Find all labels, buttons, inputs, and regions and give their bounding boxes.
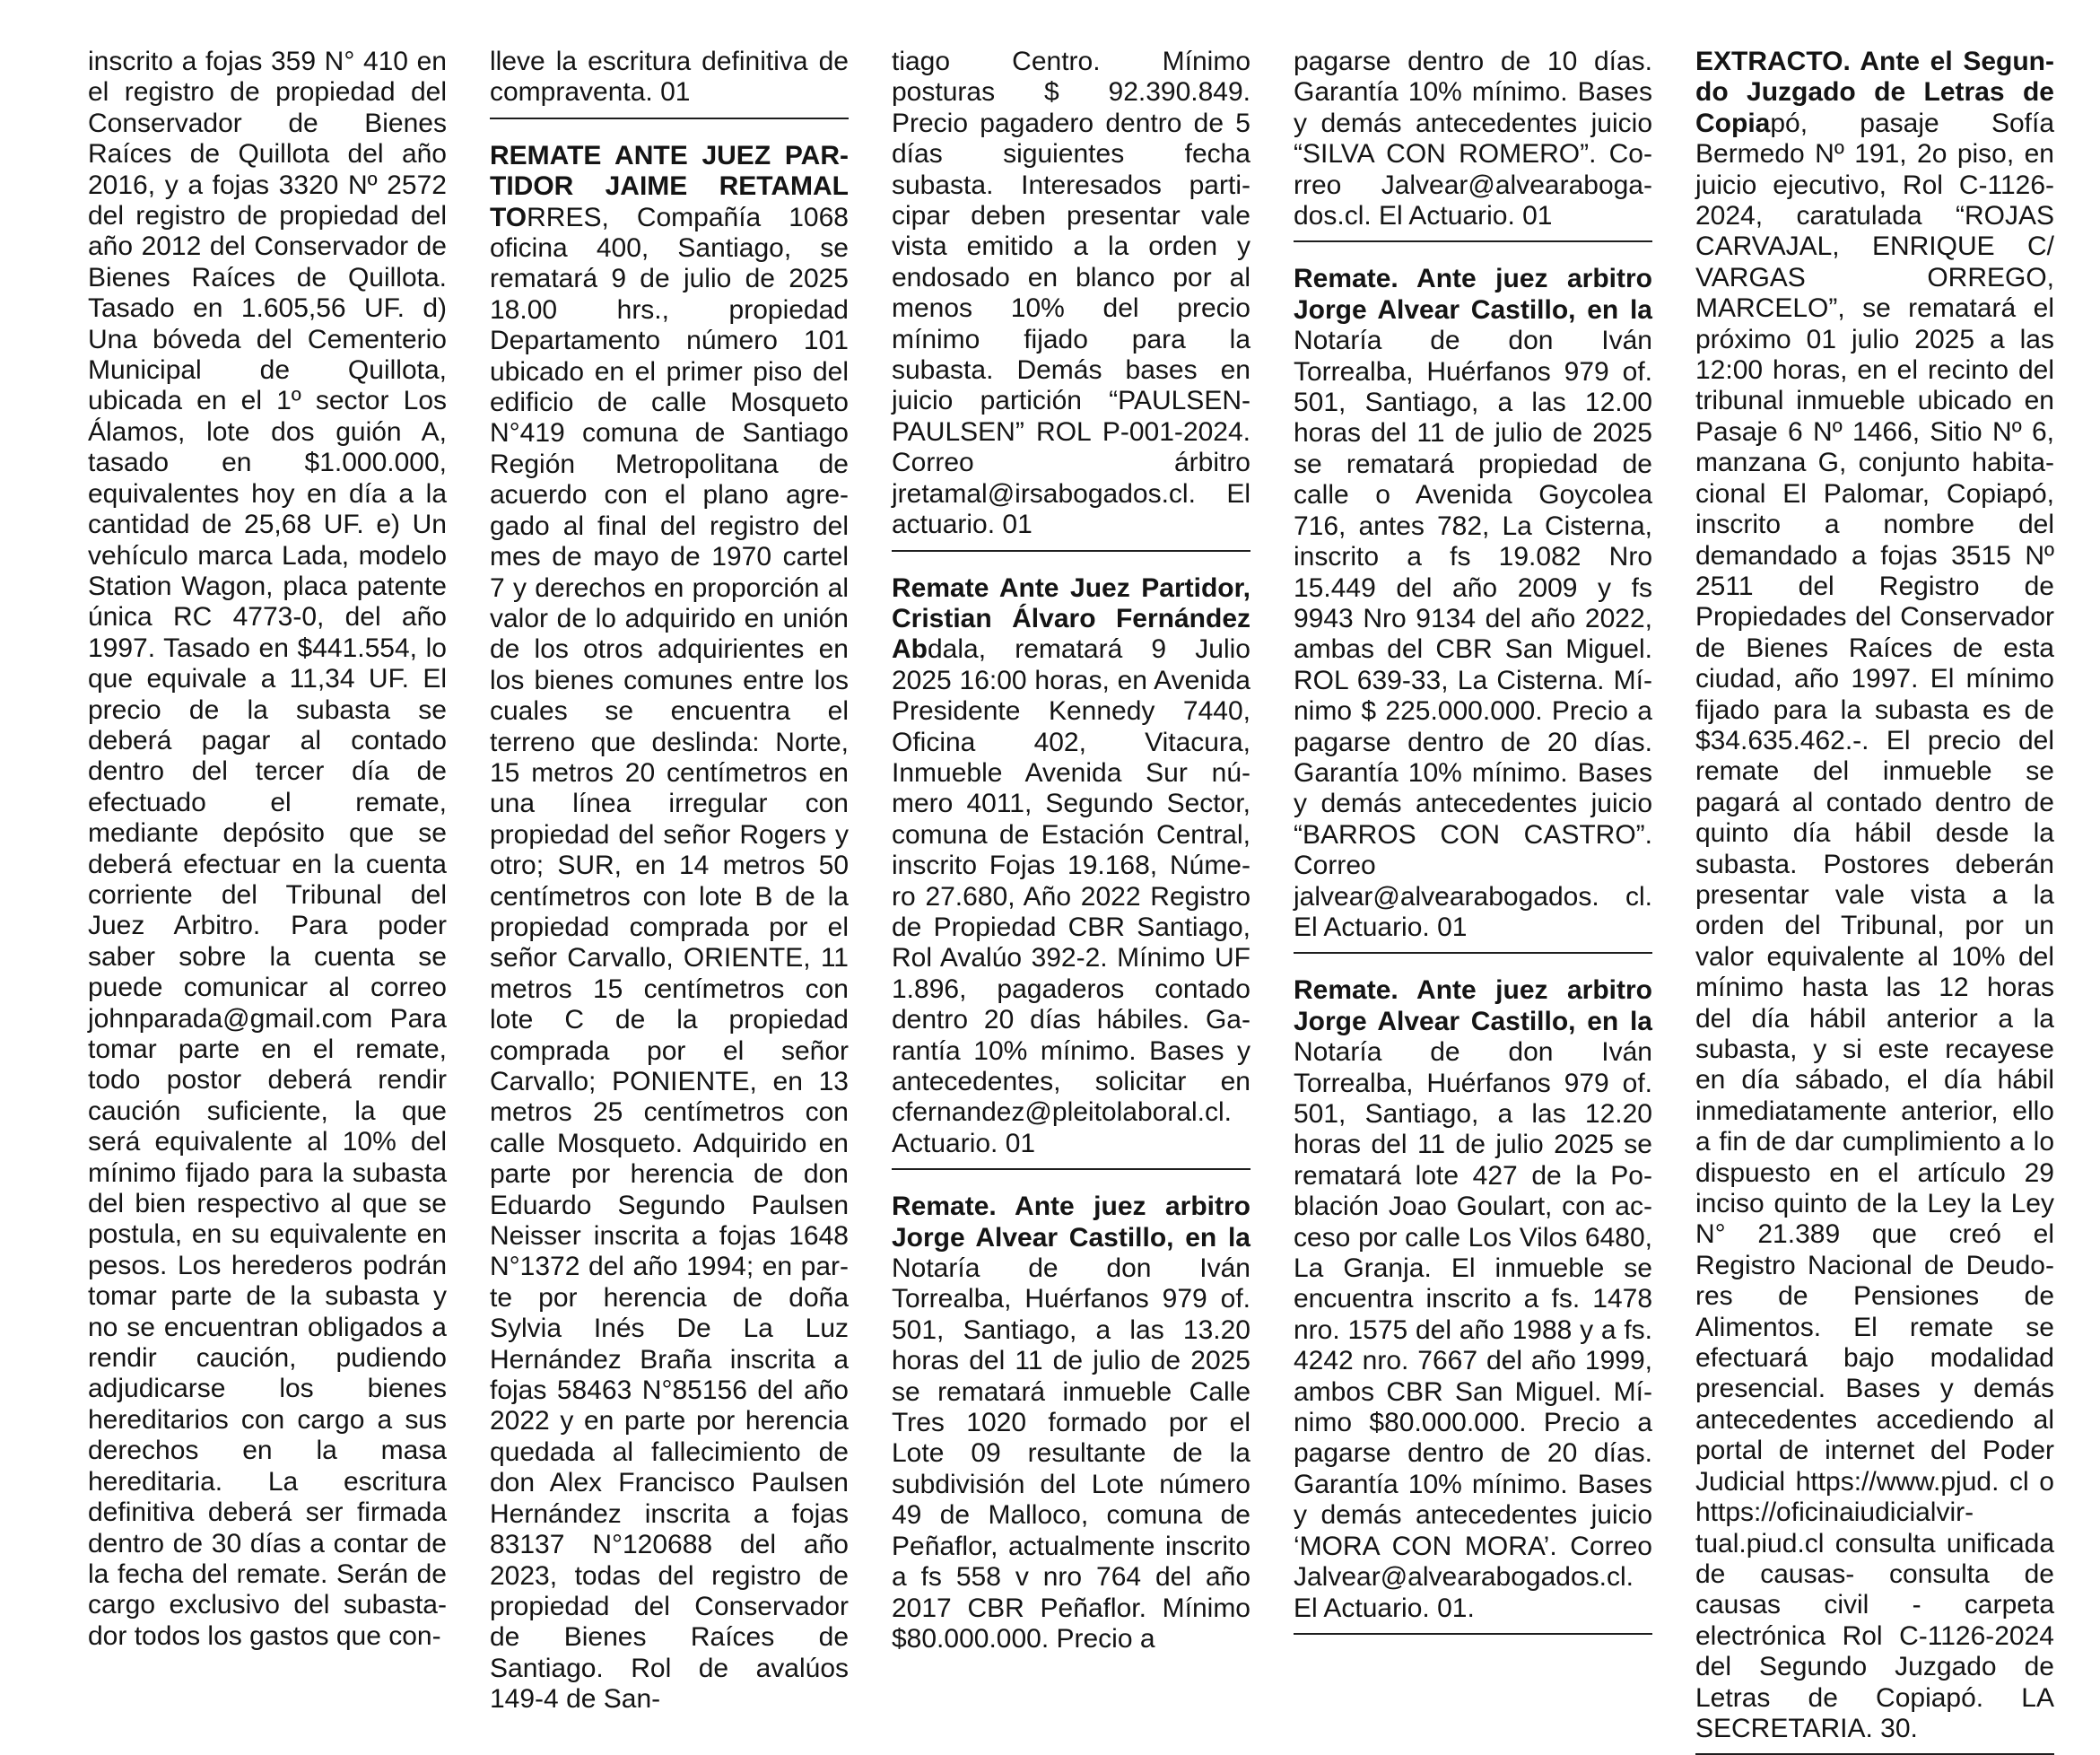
notice-divider <box>1294 1633 1652 1635</box>
notice-heading: Remate. Ante juez arbitro Jorge Alvear Castillo, en la <box>892 1192 1250 1253</box>
notice-body: Notaría de don Iván Torrealba, Huérfanos 979 of. 501, Santiago, a las 12.20 horas del 11 de julio 2025 se rematará lote 427 de la Población Joao Goulart, con acceso por calle Los Vilos 6480, La Granja. El inmueble se encuentra inscrito a fs. 1478 nro. 1575 del año 1988 y a fs. 4242 nro. 7667 del año 1999, ambos CBR San Miguel. Mínimo $80.000.000. Precio a pagarse dentro de 20 días. Garantía 10% mínimo. Bases y demás antecedentes juicio ‘MORA CON MORA’. Correo Jalvear@alvearabogados.cl. El Actuario. 01. <box>1294 1037 1652 1623</box>
notice-heading: REMATE ANTE JUEZ PARTIDOR JAIME RETAMAL TO <box>490 140 849 232</box>
notice-continued-3 <box>892 47 1250 541</box>
column-5 <box>1695 47 2054 1755</box>
notice-remate-retamal <box>490 141 849 1716</box>
notice-remate-alvear-malloco <box>892 1192 1250 1655</box>
notice-heading: EXTRACTO. Ante el Segundo Juzgado de Letras de Copia <box>1695 47 2054 138</box>
notice-divider <box>892 1168 1250 1170</box>
notice-divider <box>892 550 1250 552</box>
notice-body: tiago Centro. Mínimo posturas $ 92.390.849. Precio pagadero dentro de 5 días siguientes fecha subasta. Interesados participar deben presentar vale vista emitido a la orden y endosado en blanco por al menos 10% del precio mínimo fijado para la subasta. Demás bases en juicio partición “PAULSEN-PAULSEN” ROL P-001-2024. Correo árbitro jretamal@irsabogados.cl. El actuario. 01 <box>892 47 1250 540</box>
notice-divider <box>1294 952 1652 954</box>
notice-heading: Remate. Ante juez arbitro Jorge Alvear Castillo, en la <box>1294 264 1652 325</box>
notice-body: dala, rematará 9 Julio 2025 16:00 horas, en Avenida Presidente Kennedy 7440, Oficina 402, Vitacura, Inmueble Avenida Sur número 4011, Segundo Sector, comuna de Estación Central, inscrito Fojas 19.168, Número 27.680, Año 2022 Registro de Propiedad CBR Santiago, Rol Avalúo 392-2. Mínimo UF 1.896, pagaderos contado dentro 20 días hábiles. Garantía 10% mínimo. Bases y antecedentes, solicitar en cfernandez@pleitolaboral.cl. Actuario. 01 <box>892 634 1250 1158</box>
notice-body: Notaría de don Iván Torrealba, Huérfanos 979 of. 501, Santiago, a las 13.20 horas del 11 de julio de 2025 se rematará inmueble Calle Tres 1020 formado por el Lote 09 resultante de la subdivisión del Lote número 49 de Malloco, comuna de Peñaflor, actualmente inscrito a fs 558 v nro 764 del año 2017 CBR Peñaflor. Mínimo $80.000.000. Precio a <box>892 1253 1250 1654</box>
column-4 <box>1294 47 1652 1635</box>
notice-continued-1 <box>88 47 447 1652</box>
notice-continued-4 <box>1294 47 1652 231</box>
notice-divider <box>1294 240 1652 242</box>
column-2 <box>490 47 849 1716</box>
notice-heading: Remate Ante Juez Partidor, Cristian Álvaro Fernández Ab <box>892 572 1250 665</box>
notice-divider <box>490 118 849 119</box>
notice-body: RRES, Compañía 1068 oficina 400, Santiago, se rematará 9 de julio de 2025 18.00 hrs., propiedad Departamento número 101 ubicado en el primer piso del edificio de calle Mosqueto N°419 comuna de Santiago Región Metropolitana de acuerdo con el plano agregado al final del registro del mes de mayo de 1970 cartel 7 y derechos en proporción al valor de lo adquirido en unión de los otros adquirientes en los bienes comunes entre los cuales se encuentra el terreno que deslinda: Norte, 15 metros 20 centímetros en una línea irregular con propiedad del señor Rogers y otro; SUR, en 14 metros 50 centímetros con lote B de la propiedad comprada por el señor Carvallo, ORIENTE, 11 metros 15 centímetros con lote C de la propiedad comprada por el señor Carvallo; PONIENTE, en 13 metros 25 centímetros con calle Mosqueto. Adquirido en parte por herencia de don Eduardo Segundo Paulsen Neisser inscrita a fojas 1648 N°1372 del año 1994; en parte por herencia de doña Sylvia Inés De La Luz Hernández Braña inscrita a fojas 58463 N°85156 del año 2022 y en parte por herencia quedada al fallecimiento de don Alex Francisco Paulsen Hernández inscrita a fojas 83137 N°120688 del año 2023, todas del registro de propiedad del Conservador de Bienes Raíces de Santiago. Rol de avalúos 149-4 de San- <box>490 202 849 1715</box>
notice-body: pó, pasaje Sofía Bermedo Nº 191, 2o piso, en juicio ejecutivo, Rol C-1126-2024, caratulada “ROJAS CARVAJAL, ENRIQUE C/ VARGAS ORREGO, MARCELO”, se rematará el próximo 01 julio 2025 a las 12:00 horas, en el recinto del tribunal inmueble ubicado en Pasaje 6 Nº 1466, Sitio Nº 6, manzana G, conjunto habitacional El Palomar, Copiapó, inscrito a nombre del demandado a fojas 3515 Nº 2511 del Registro de Propiedades del Conservador de Bienes Raíces de esta ciudad, año 1997. El mínimo fijado para la subasta es de $34.635.462.-. El precio del remate del inmueble se pagará al contado dentro de quinto día hábil desde la subasta. Postores deberán presentar vale vista a la orden del Tribunal, por un valor equivalente al 10% del mínimo hasta las 12 horas del día hábil anterior a la subasta, y si este recayese en día sábado, el día hábil inmediatamente anterior, ello a fin de dar cumplimiento a lo dispuesto en el artículo 29 inciso quinto de la Ley la Ley N° 21.389 que creó el Registro Nacional de Deudores de Pensiones de Alimentos. El remate se efectuará bajo modalidad presencial. Bases y demás antecedentes accediendo al portal de internet del Poder Judicial https://www.pjud. cl o https://oficinaiudicialvirtual.piud.cl consulta unificada de causas- consulta de causas civil - carpeta electrónica Rol C-1126-2024 del Segundo Juzgado de Letras de Copiapó. LA SECRETARIA. 30. <box>1695 108 2054 1743</box>
column-3 <box>892 47 1250 1655</box>
notice-body: lleve la escritura definitiva de compraventa. 01 <box>490 47 849 108</box>
notice-extracto-copiapo <box>1695 47 2054 1744</box>
notice-remate-alvear-cisterna <box>1294 264 1652 943</box>
column-1 <box>88 47 447 1652</box>
notice-heading: Remate. Ante juez arbitro Jorge Alvear Castillo, en la <box>1294 975 1652 1036</box>
notice-body: pagarse dentro de 10 días. Garantía 10% mínimo. Bases y demás antecedentes juicio “SILVA CON ROMERO”. Correo Jalvear@alvearabogados.cl. El Actuario. 01 <box>1294 47 1652 231</box>
notice-body: Notaría de don Iván Torrealba, Huérfanos 979 of. 501, Santiago, a las 12.00 horas del 11 de julio de 2025 se rematará propiedad de calle o Avenida Goycolea 716, antes 782, La Cisterna, inscrito a fs 19.082 Nro 15.449 del año 2009 y fs 9943 Nro 9134 del año 2022, ambas del CBR San Miguel. ROL 639-33, La Cisterna. Mínimo $ 225.000.000. Precio a pagarse dentro de 20 días. Garantía 10% mínimo. Bases y demás antecedentes juicio “BARROS CON CASTRO”. Correo jalvear@alvearabogados. cl. El Actuario. 01 <box>1294 326 1652 942</box>
notice-remate-alvear-granja <box>1294 975 1652 1624</box>
notice-body: inscrito a fojas 359 N° 410 en el registro de propiedad del Conservador de Bienes Raíces de Quillota del año 2016, y a fojas 3320 Nº 2572 del registro de propiedad del año 2012 del Conservador de Bienes Raíces de Quillota. Tasado en 1.605,56 UF. d) Una bóveda del Cementerio Municipal de Quillota, ubicada en el 1º sector Los Álamos, lote dos guión A, tasado en $1.000.000, equivalentes hoy en día a la cantidad de 25,68 UF. e) Un vehículo marca Lada, modelo Station Wagon, placa patente única RC 4773-0, del año 1997. Tasado en $441.554, lo que equivale a 11,34 UF. El precio de la subasta se deberá pagar al contado dentro del tercer día de efectuado el remate, mediante depósito que se deberá efectuar en la cuenta corriente del Tribunal del Juez Arbitro. Para poder saber sobre la cuenta se puede comunicar al correo johnparada@gmail.com Para tomar parte en el remate, todo postor deberá rendir caución suficiente, la que será equivalente al 10% del mínimo fijado para la subasta del bien respectivo al que se postula, en su equivalente en pesos. Los herederos podrán tomar parte de la subasta y no se encuentran obligados a rendir caución, pudiendo adjudicarse los bienes hereditarios con cargo a sus derechos en la masa hereditaria. La escritura definitiva deberá ser firmada dentro de 30 días a contar de la fecha del remate. Serán de cargo exclusivo del subastador todos los gastos que con- <box>88 47 447 1651</box>
notice-continued-2 <box>490 47 849 109</box>
notice-remate-fernandez <box>892 573 1250 1160</box>
